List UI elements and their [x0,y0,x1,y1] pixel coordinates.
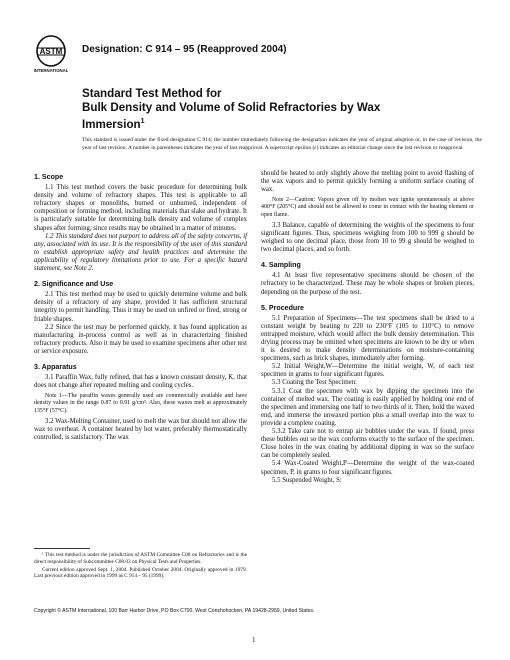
note-1: Note 1—The paraffin waxes generally used are commercially available and have density values in the range 0.87 to 0.91 g/cm³. Also, these waxes melt at approximately 135°F (57°C). [34,393,247,414]
note-2: Note 2—Caution: Vapors given off by molten wax ignite spontaneously at above 400°F (205°C) and should not be allowed to come in contact with the heating element or open flame. [261,197,474,218]
section-heading-significance: 2. Significance and Use [34,280,114,289]
page-number: 1 [252,636,256,644]
logo-caption: INTERNATIONAL [34,68,68,73]
right-column [261,170,474,485]
left-column [34,170,247,442]
paragraph-1-2: 1.2 This standard does not purport to address all of the safety concerns, if any, associated with its use. It is the responsibility of the user of this standard to establish appropriate safety and health practices and determine the applicability of regulatory limitations prior to use. For a specific hazard statement, see Note 2. [34,232,247,273]
title-line-3-text: Immersion [82,117,141,131]
footnote-2: Current edition approved Sept. 1, 2004. Published October 2004. Originally approved in 1979. Last previous edition approved in 1999 as C 914 – 95 (1999). [34,566,247,580]
paragraph-5-5: 5.5 Suspended Weight, S: [272,476,342,484]
astm-logo [34,34,68,74]
astm-logo-graphic [34,34,68,74]
paragraph-5-2: 5.2 Initial Weight,W—Determine the initial weight, W, of each test specimen in grams to four significant figures. [261,363,474,379]
paragraph-5-3-2: 5.3.2 Take care not to entrap air bubbles under the wax. If found, press these bubbles out so the wax conforms exactly to the surface of the specimen. Close holes in the wax coating by additional dipping in wax so the surface can be completely sealed. [261,428,474,460]
designation: Designation: C 914 – 95 (Reapproved 2004) [82,44,287,55]
title-line-3 [82,115,482,132]
title-line-2: Bulk Density and Volume of Solid Refractories by Wax [82,101,381,114]
footnote-1: ¹ This test method is under the jurisdiction of ASTM Committee C08 on Refractories and is the direct responsibility of Subcommittee C08.03 on Physical Tests and Properties. [34,552,247,565]
paragraph-3-2: 3.2 Wax-Melting Container, used to melt the wax but should not allow the wax to overheat. A container heated by hot water, preferably thermostatically controlled, is satisfactory. The wax [34,417,247,442]
paragraph-5-1: 5.1 Preparation of Specimens—The test specimens shall be dried to a constant weight by heating to 220 to 230°F (105 to 110°C) to remove entrapped moisture, which would affect the bulk density determination. This drying process may be omitted when specimens are known to be dry or when it is desired to make density determinations on moisture-containing specimens, such as brick shapes, immediately after forming. [261,314,474,363]
paragraph-5-4: 5.4 Wax-Coated Weight,P—Determine the weight of the wax-coated specimen, P, in grams to four significant figures. [261,460,474,476]
paragraph-5-3: 5.3 Coating the Test Specimen: [272,379,357,387]
issued-note: This standard is issued under the fixed designation C 914; the number immediately following the designation indicates the year of original adoption or, in the case of revision, the year of last revision. A number in parentheses indicates the year of last reapproval. A superscript epsilon (ε) indicates an editorial change since the last revision or reapproval. [82,137,482,151]
paragraph-2-1: 2.1 This test method may be used to quickly determine volume and bulk density of a refractory of any shape, provided it has sufficient structural integrity to permit handling. Thus it may be used on unfired or fired, strong or friable shapes. [34,291,247,323]
title-line-1: Standard Test Method for [82,87,222,100]
svg-text:ASTM: ASTM [39,47,63,56]
footnotes [34,552,247,581]
section-heading-scope: 1. Scope [34,173,64,181]
paragraph-3-1: 3.1 Paraffin Wax, fully refined, that has a known constant density, K, that does not change after repeated melting and cooling cycles. [34,374,247,390]
section-heading-sampling: 4. Sampling [261,261,301,270]
paragraph-1-1: 1.1 This test method covers the basic procedure for determining bulk density and volume of refractory shapes. This test is applicable to all refractory shapes or monoliths, burned or unburned, independent of composition or forming method, including materials that slake and hydrate. It is particularly suitable for determining bulk density and volume of complex shapes after forming, since results may be obtained in a matter of minutes. [34,184,247,232]
footnote-divider [34,548,90,549]
section-heading-apparatus: 3. Apparatus [34,362,77,371]
copyright-line: Copyright © ASTM International, 100 Barr Harbor Drive, PO Box C700, West Conshohocken, PA 19428-2959, United States. [34,608,315,614]
title-footnote-marker: 1 [140,118,145,125]
paragraph-4-1: 4.1 At least five representative specimens should be chosen of the refractory to be characterized. These may be whole shapes or broken pieces, depending on the purpose of the test. [261,272,474,296]
paragraph-3-3: 3.3 Balance, capable of determining the weights of the specimens to four significant figures. Thus, specimens weighing from 100 to 999 g should be weighed to one decimal place, those from 10 to 99 g should be weighed to two decimal places, and so forth. [261,221,474,254]
section-heading-procedure: 5. Procedure [261,303,304,312]
title-block [82,87,482,132]
paragraph-3-2-continued: should be heated to only slightly above the melting point to avoid flashing of the wax vapors and to permit quickly forming a uniform surface coating of wax. [261,170,474,194]
paragraph-2-2: 2.2 Since the test may be performed quickly, it has found application as manufacturing in-process control as well as in characterizing finished refractory products. Also it may be used to examine specimens after other test or service exposure. [34,323,247,355]
paragraph-5-3-1: 5.3.1 Coat the specimen with wax by dipping the specimen into the container of melted wax. The coating is easily applied by holding one end of the specimen and immersing one half to two thirds of it. Then, hold the waxed end, and immerse the unwaxed portion plus a small overlap into the wax to provide a complete coating. [261,387,474,427]
